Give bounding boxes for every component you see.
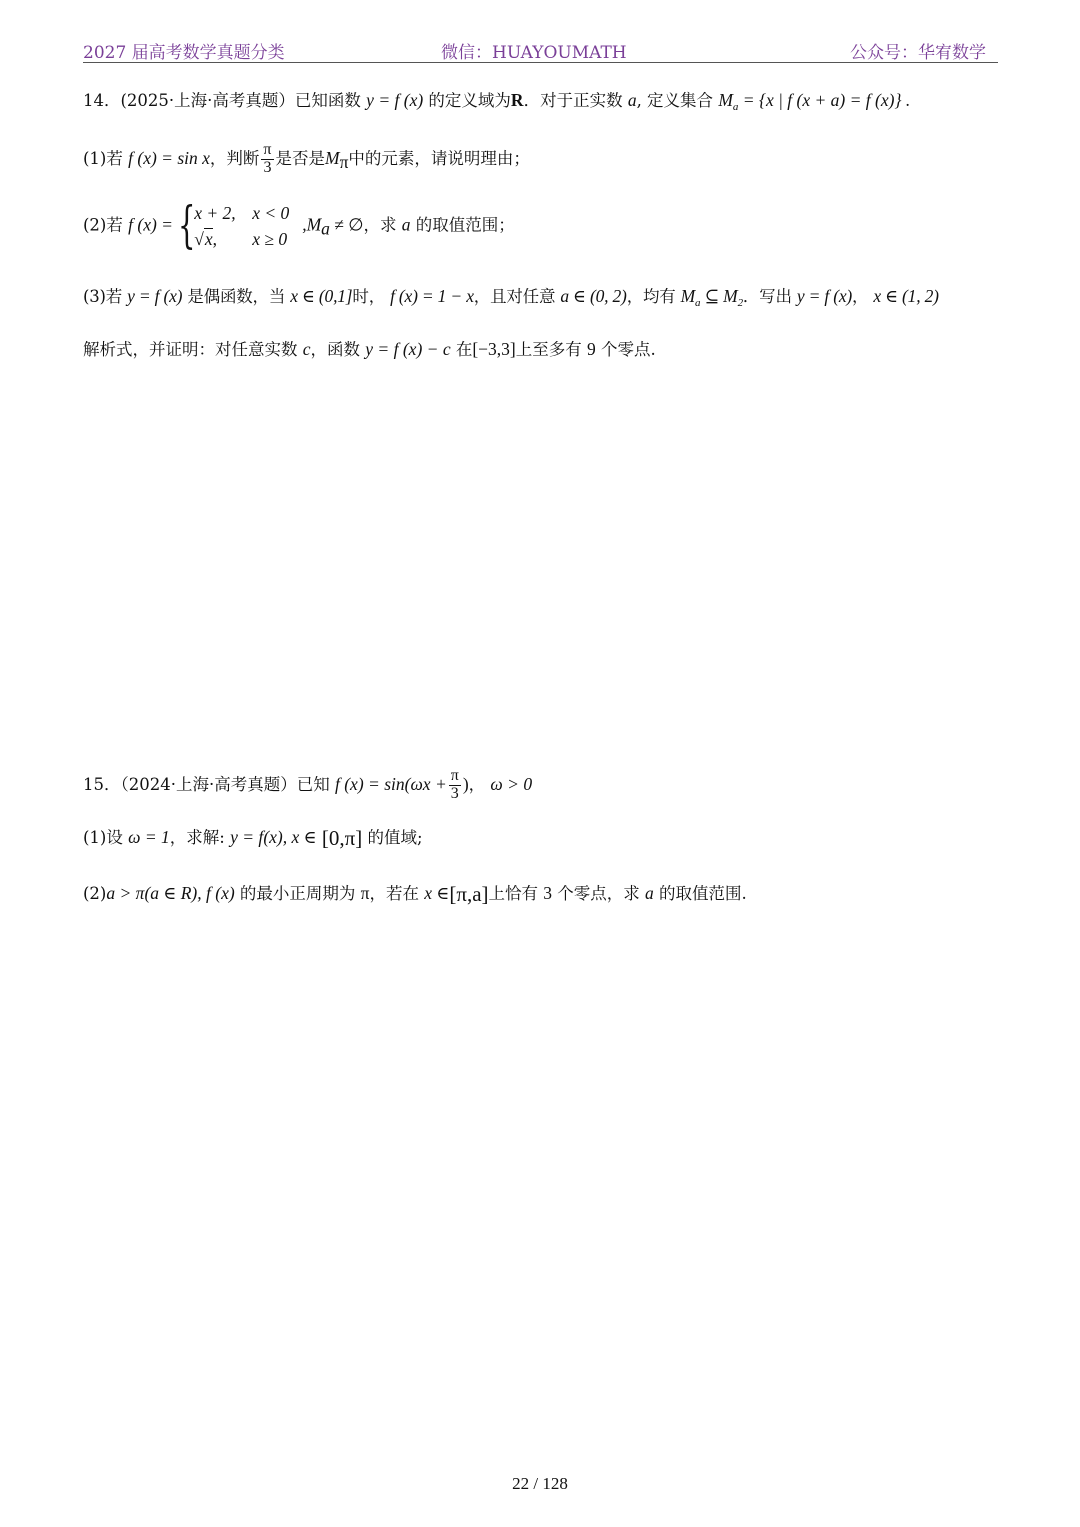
q14-p2-row1-expr: x + 2, <box>194 203 236 223</box>
q14-p1-tail: 中的元素，请说明理由； <box>348 148 530 168</box>
left-brace-icon: { <box>178 196 196 254</box>
q14-p1-func: f (x) = sin x <box>128 147 210 168</box>
q14-p1-frac-num: π <box>263 141 272 158</box>
q15-p2-three: 3 <box>543 883 553 903</box>
q14-p1-prefix: (1)若 <box>83 148 123 168</box>
q14-part3-line2 <box>83 337 656 362</box>
q14-p3-line2-text: 解析式，并证明：对任意实数 <box>83 340 298 359</box>
q14-p3-func-2: y = f (x) <box>796 286 853 306</box>
q15-p2-tail: 的取值范围. <box>659 884 747 903</box>
q14-p3-prefix: (3)若 <box>83 287 123 306</box>
q15-p2-text-3: 上恰有 <box>488 884 539 903</box>
q15-frac-den: 3 <box>450 784 459 802</box>
q14-p3-text-5: ．写出 <box>742 287 792 306</box>
q15-p2-interval: [π,a] <box>449 882 489 906</box>
q14-part2 <box>83 196 515 254</box>
q15-p1-arg: (x) <box>263 827 283 847</box>
q14-stem-text-3: , 定义集合 <box>636 91 714 110</box>
q14-p2-cond-M: ,M <box>302 214 322 235</box>
sqrt-icon: √ <box>194 229 204 249</box>
q14-p3-domain: x ∈ (0,1] <box>290 286 353 306</box>
q14-p3-nine: 9 <box>587 339 596 359</box>
q15-p1-omega: ω = 1 <box>128 827 170 847</box>
q14-p3-text-3: ，且对任意 <box>473 287 556 306</box>
q14-p2-tail: ，求 <box>363 215 397 235</box>
q14-p3-M2-sub: 2 <box>737 297 743 309</box>
header-left-title: 2027 届高考数学真题分类 <box>83 43 285 63</box>
q14-p2-cond-rest: ≠ ∅ <box>329 214 364 235</box>
header-public-account: 公众号：华宥数学 <box>850 43 986 63</box>
q15-p1-prefix: (1)设 <box>83 828 123 847</box>
q15-stem-close: ) <box>462 773 469 794</box>
q14-p3-text-4: ，均有 <box>626 287 676 306</box>
q15-stem-fraction <box>449 768 461 803</box>
q14-p2-prefix: (2)若 <box>83 215 123 235</box>
q14-p2-tail-2: 的取值范围； <box>415 215 515 235</box>
q14-p1-frac-den: 3 <box>263 158 272 176</box>
q14-p3-subset <box>680 286 743 309</box>
q15-stem-prefix: 15．（2024·上海·高考真题）已知 <box>83 774 330 794</box>
q14-p3-text-2: 时， <box>352 287 386 306</box>
q14-p2-piece-row-1 <box>194 200 302 226</box>
q14-p2-piece-row-2 <box>194 226 302 252</box>
q14-p3-interval: [−3,3] <box>472 339 516 359</box>
q14-p3-definition: f (x) = 1 − x <box>390 286 474 306</box>
page-number: 22 / 128 <box>512 1474 568 1493</box>
q14-p3-comma: ， <box>852 287 869 306</box>
header-wechat: 微信：HUAYOUMATH <box>441 43 627 63</box>
q15-p2-text-2: ，若在 <box>369 884 420 903</box>
q14-p1-text: ，判断 <box>209 148 260 168</box>
q15-p2-prefix: (2) <box>83 884 107 903</box>
q14-p3-func: y = f (x) <box>127 286 183 306</box>
q14-stem-a: a <box>627 90 637 110</box>
q14-p2-func: f (x) = <box>128 214 173 235</box>
q14-stem <box>83 88 910 113</box>
q14-stem-text-2: ．对于正实数 <box>523 91 623 110</box>
q14-p1-M-sub: π <box>339 151 349 172</box>
q14-p2-row2-expr-wrap <box>194 226 252 252</box>
q15-p2-x: x ∈ <box>424 883 450 903</box>
q14-p3-line2-text-3: 在 <box>455 340 473 359</box>
q15-p2-condition: a > π(a ∈ R), f (x) <box>106 883 235 903</box>
q14-p3-subset-symbol: ⊆ M <box>700 286 738 306</box>
q14-p2-piecewise <box>178 196 302 254</box>
page-header <box>83 38 998 63</box>
q15-stem-condition: ω > 0 <box>490 773 533 794</box>
q14-p3-c: c <box>302 339 311 359</box>
q14-p3-func-3: y = f (x) − c <box>365 339 451 359</box>
q14-p3-M1: M <box>680 286 696 306</box>
q15-p2-a: a <box>645 883 654 903</box>
q15-frac-num: π <box>450 767 459 784</box>
q14-p3-line2-text-2: ，函数 <box>310 340 361 359</box>
q14-part3-line1 <box>83 284 939 309</box>
q15-p1-text: ，求解: <box>169 828 225 847</box>
q14-set-sub: a <box>732 101 739 113</box>
q15-stem-func: f (x) = sin(ωx + <box>334 773 447 794</box>
q14-p3-line2-text-4: 上至多有 <box>515 340 582 359</box>
q14-part1 <box>83 142 530 177</box>
q14-p3-text: 是偶函数，当 <box>187 287 286 306</box>
q14-p1-text-2: 是否是 <box>275 148 325 168</box>
q15-p2-text-4: 个零点，求 <box>557 884 640 903</box>
q14-stem-func: y = f (x) <box>366 90 424 110</box>
q14-p1-fraction <box>261 142 273 177</box>
q14-p2-a: a <box>401 214 411 235</box>
q14-stem-domain-R: R <box>510 90 524 110</box>
q14-stem-prefix: 14．(2025·上海·高考真题）已知函数 <box>83 91 361 110</box>
q14-p3-a-range: a ∈ (0, 2) <box>560 286 627 306</box>
q14-p3-line2-tail: 个零点. <box>601 340 656 359</box>
q14-set-M: M <box>718 90 733 110</box>
q14-p3-domain-2: x ∈ (1, 2) <box>873 286 939 306</box>
q14-set-definition: = {x | f (x + a) = f (x)} . <box>738 90 911 110</box>
q14-stem-text: 的定义域为 <box>428 91 511 110</box>
q15-p1-domain: , x ∈ <box>282 827 317 847</box>
q14-p2-row2-expr: x <box>204 229 213 249</box>
q15-stem <box>83 768 532 803</box>
q14-p1-M: M <box>325 147 340 168</box>
q15-stem-comma: ， <box>468 774 486 794</box>
q14-p2-row2-cond: x ≥ 0 <box>252 229 288 249</box>
q15-p2-pi: π <box>360 883 370 903</box>
q14-stem-set <box>718 90 911 113</box>
q14-p2-row2-comma: , <box>212 229 217 249</box>
q14-p2-row1-cond: x < 0 <box>252 203 290 223</box>
q15-p2-text: 的最小正周期为 <box>239 884 356 903</box>
q15-part2 <box>83 881 747 906</box>
q15-p1-interval: [0,π] <box>321 826 363 850</box>
q15-p1-func: y = f <box>230 827 264 847</box>
q14-p3-M1-sub: a <box>695 297 701 309</box>
q15-p1-tail: 的值域; <box>367 828 423 847</box>
q14-p2-cond-sub: a <box>321 218 330 239</box>
q15-part1 <box>83 825 423 850</box>
